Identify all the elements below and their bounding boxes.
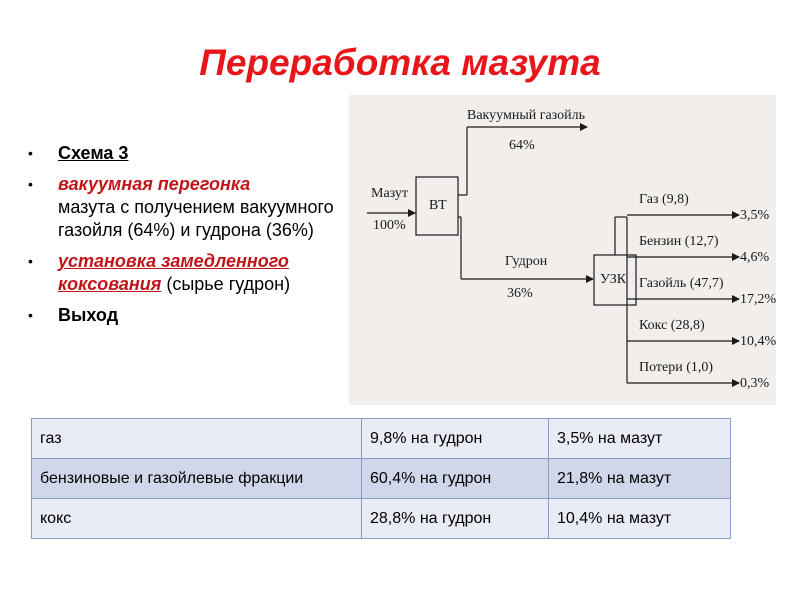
table-cell: 21,8% на мазут: [549, 459, 731, 499]
vacuum-distillation-term: вакуумная перегонка: [58, 174, 251, 194]
output-label: Выход: [58, 305, 119, 325]
output-percent: 4,6%: [740, 250, 770, 265]
table-cell: бензиновые и газойлевые фракции: [32, 459, 362, 499]
bullet-item: [28, 304, 358, 327]
output-name: Потери (1,0): [639, 360, 714, 375]
table-cell: 28,8% на гудрон: [362, 499, 549, 539]
process-diagram: [349, 95, 776, 405]
output-percent: 17,2%: [740, 292, 777, 307]
output-name: Газойль (47,7): [639, 276, 724, 291]
coking-text: (сырье гудрон): [161, 274, 291, 294]
uzk-label: УЗК: [600, 272, 627, 287]
scheme-label: Схема 3: [58, 143, 129, 163]
table-row: [32, 499, 731, 539]
bullet-item: [28, 142, 358, 165]
vacuum-distillation-text: мазута с получением вакуумного газойля (64%) и гудрона (36%): [58, 197, 334, 240]
bullet-icon: •: [28, 145, 33, 161]
coking-term: установка замедленного коксования: [58, 251, 289, 294]
yield-table: [31, 418, 731, 539]
vac-gasoil-percent: 64%: [509, 138, 535, 153]
output-name: Кокс (28,8): [639, 318, 705, 333]
table-row: [32, 419, 731, 459]
bullet-icon: •: [28, 307, 33, 323]
feed-label: Мазут: [371, 186, 409, 201]
tar-label: Гудрон: [505, 254, 548, 269]
table-cell: 9,8% на гудрон: [362, 419, 549, 459]
bullet-icon: •: [28, 176, 33, 192]
output-name: Бензин (12,7): [639, 234, 719, 249]
table-cell: 60,4% на гудрон: [362, 459, 549, 499]
bullet-item: [28, 173, 358, 242]
vt-label: ВТ: [429, 198, 447, 213]
bullet-item: [28, 250, 358, 296]
output-percent: 3,5%: [740, 208, 770, 223]
bullet-list: [28, 142, 358, 335]
diagram-lines: [349, 95, 776, 405]
output-percent: 10,4%: [740, 334, 777, 349]
slide-title: Переработка мазута: [199, 42, 601, 83]
output-name: Газ (9,8): [639, 192, 689, 207]
vac-gasoil-label: Вакуумный газойль: [467, 108, 585, 123]
table-cell: 3,5% на мазут: [549, 419, 731, 459]
feed-percent: 100%: [373, 218, 406, 233]
tar-percent: 36%: [507, 286, 533, 301]
table-cell: газ: [32, 419, 362, 459]
bullet-icon: •: [28, 253, 33, 269]
output-percent: 0,3%: [740, 376, 770, 391]
table-row: [32, 459, 731, 499]
table-cell: кокс: [32, 499, 362, 539]
table-cell: 10,4% на мазут: [549, 499, 731, 539]
